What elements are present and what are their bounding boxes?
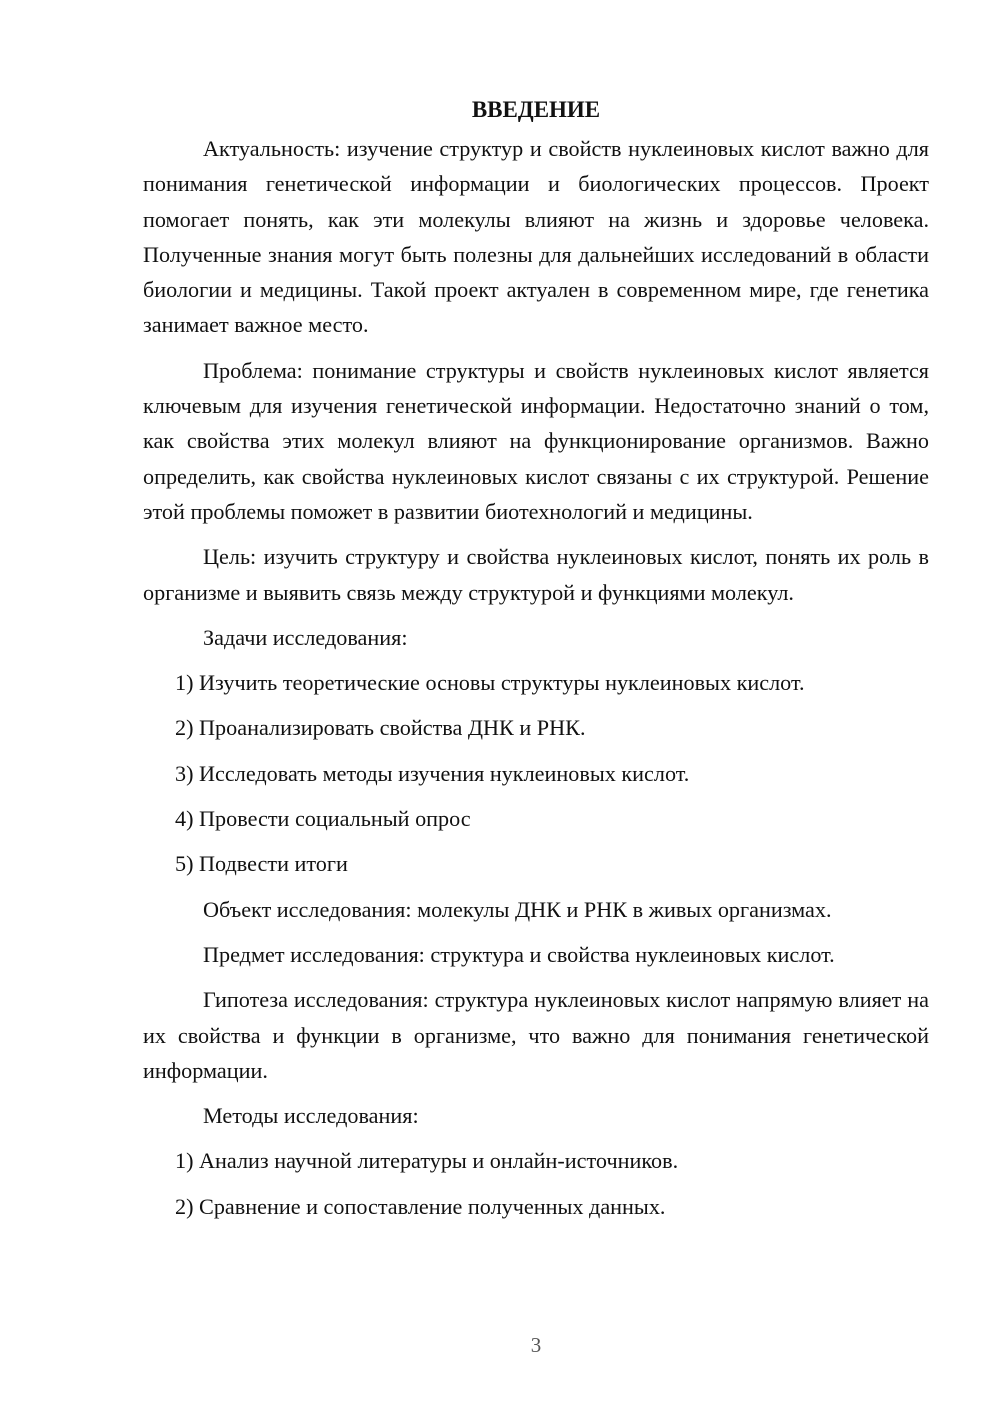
method-item: 1) Анализ научной литературы и онлайн-источников.	[175, 1148, 679, 1174]
method-item: 2) Сравнение и сопоставление полученных данных.	[175, 1193, 666, 1219]
goal-paragraph: Цель: изучить структуру и свойства нуклеиновых кислот, понять их роль в организме и выявить связь между структурой и функциями молекул.	[143, 544, 929, 605]
methods-heading: Методы исследования:	[203, 1103, 419, 1129]
task-item: 1) Изучить теоретические основы структуры нуклеиновых кислот.	[175, 670, 805, 696]
tasks-heading: Задачи исследования:	[203, 624, 408, 650]
task-item: 3) Исследовать методы изучения нуклеиновых кислот.	[175, 760, 690, 786]
object-paragraph: Объект исследования: молекулы ДНК и РНК в живых организмах.	[203, 896, 832, 922]
relevance-paragraph: Актуальность: изучение структур и свойств нуклеиновых кислот важно для понимания генетической информации и биологических процессов. Проект помогает понять, как эти молекулы влияют на жизнь и здоровье человека. Полученные знания могут быть полезны для дальнейших исследований в области биологии и медицины. Такой проект актуален в современном мире, где генетика занимает важное место.	[143, 136, 929, 338]
hypothesis-paragraph: Гипотеза исследования: структура нуклеиновых кислот напрямую влияет на их свойства и функции в организме, что важно для понимания генетической информации.	[143, 987, 929, 1083]
task-item: 4) Провести социальный опрос	[175, 806, 471, 832]
section-title: ВВЕДЕНИЕ	[471, 97, 601, 122]
problem-paragraph: Проблема: понимание структуры и свойств нуклеиновых кислот является ключевым для изучения генетической информации. Недостаточно знаний о том, как свойства этих молекул влияют на функционирование организмов. Важно определить, как свойства нуклеиновых кислот связаны с их структурой. Решение этой проблемы поможет в развитии биотехнологий и медицины.	[143, 357, 929, 524]
task-item: 5) Подвести итоги	[175, 851, 348, 877]
subject-paragraph: Предмет исследования: структура и свойства нуклеиновых кислот.	[203, 941, 835, 967]
page-number: 3	[530, 1333, 542, 1357]
task-item: 2) Проанализировать свойства ДНК и РНК.	[175, 715, 586, 741]
document-page	[143, 92, 929, 1224]
